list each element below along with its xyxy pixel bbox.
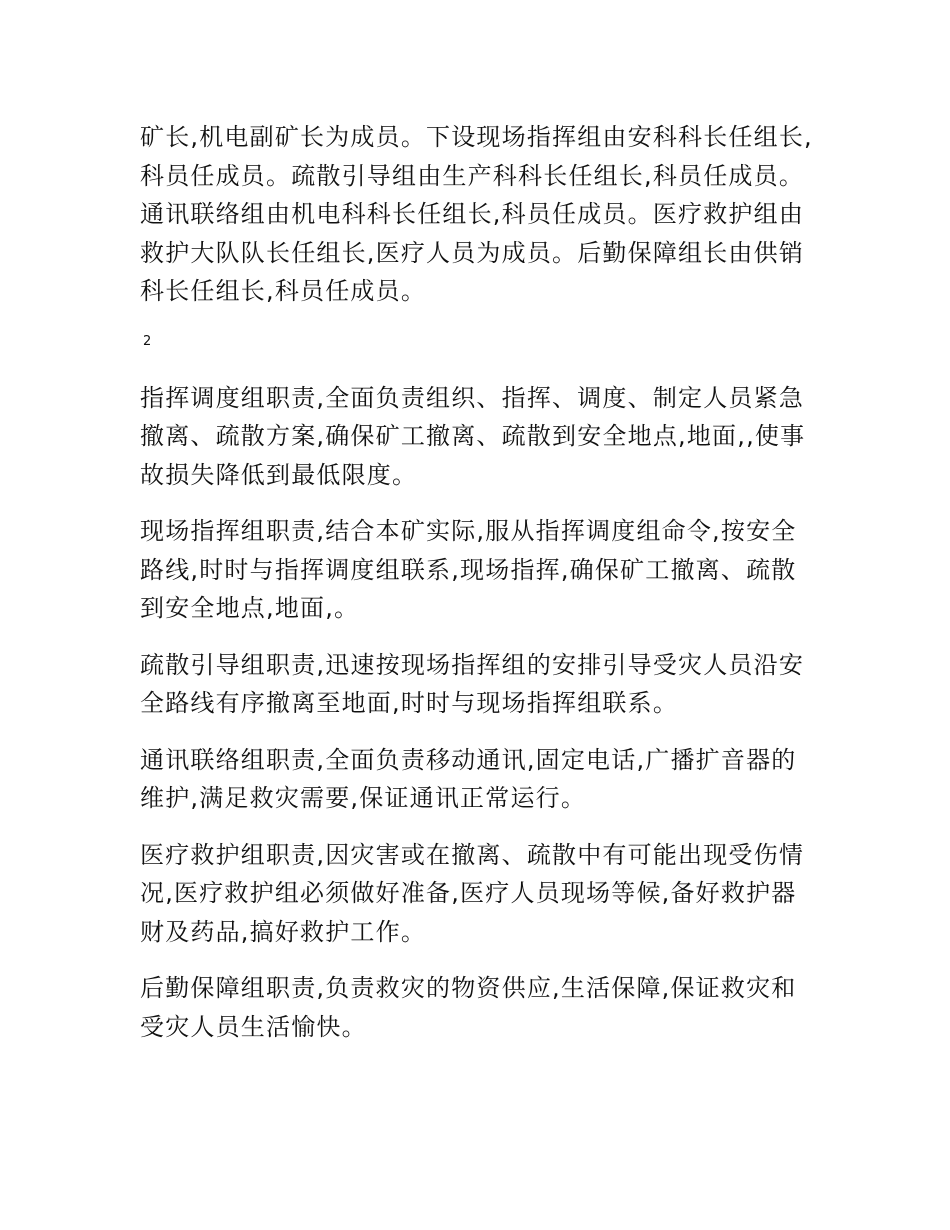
paragraph-logistics: 后勤保障组职责,负责救灾的物资供应,生活保障,保证救灾和受灾人员生活愉快。 xyxy=(140,974,797,1041)
paragraph-evacuation-guide: 疏散引导组职责,迅速按现场指挥组的安排引导受灾人员沿安全路线有序撤离至地面,时时与现场指挥组联系。 xyxy=(140,650,805,717)
paragraph-onsite-command: 现场指挥组职责,结合本矿实际,服从指挥调度组命令,按安全路线,时时与指挥调度组联系,现场指挥,确保矿工撤离、疏散到安全地点,地面,。 xyxy=(140,517,797,622)
paragraph-command-dispatch: 指挥调度组职责,全面负责组织、指挥、调度、制定人员紧急撤离、疏散方案,确保矿工撤离、疏散到安全地点,地面,,使事故损失降低到最低限度。 xyxy=(140,383,806,489)
paragraph-medical-rescue: 医疗救护组职责,因灾害或在撤离、疏散中有可能出现受伤情况,医疗救护组必须做好准备,医疗人员现场等候,备好救护器财及药品,搞好救护工作。 xyxy=(140,840,805,946)
document-page xyxy=(140,118,820,1046)
paragraph-organization: 矿长,机电副矿长为成员。下设现场指挥组由安科科长任组长,科员任成员。疏散引导组由生产科科长任组长,科员任成员。通讯联络组由机电科科长任组长,科员任成员。医疗救护组由救护大队队长任组长,医疗人员为成员。后勤保障组长由供销科长任组长,科员任成员。 xyxy=(140,123,813,305)
page-number: 2 xyxy=(143,333,152,349)
paragraph-communication: 通讯联络组职责,全面负责移动通讯,固定电话,广播扩音器的维护,满足救灾需要,保证通讯正常运行。 xyxy=(140,745,797,812)
